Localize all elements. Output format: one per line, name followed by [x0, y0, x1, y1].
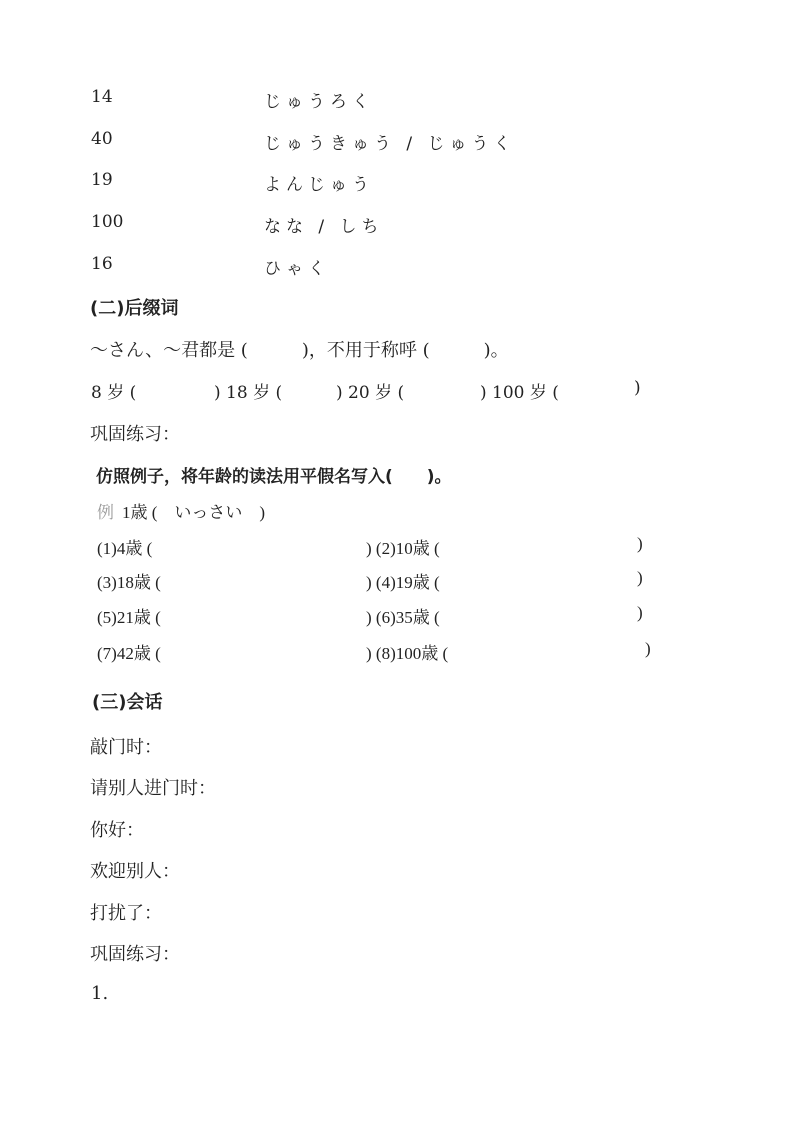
exercise-item: (7)42歳 ( — [97, 644, 161, 663]
exercise-item-close: ) — [645, 639, 651, 658]
exercise-item-close: ) — [637, 603, 643, 622]
example-text: 1歳 ( いっさい ) — [122, 503, 266, 522]
exercise-item-close: ) — [637, 534, 643, 553]
age-8: 8 岁 ( — [91, 383, 137, 403]
exercise-item: ) (4)19歳 ( — [366, 573, 440, 592]
exercise-item: ) (6)35歳 ( — [366, 608, 440, 627]
number-cell: 14 — [91, 87, 113, 107]
exercise-number: 1. — [91, 983, 109, 1004]
age-20: ) 20 岁 ( — [336, 383, 405, 403]
exercise-item: (5)21歳 ( — [97, 608, 161, 627]
conversation-line: 请别人进门时： — [90, 778, 216, 799]
conversation-line: 敲门时： — [90, 737, 162, 758]
example-label: 例 — [97, 503, 114, 522]
number-cell: 19 — [91, 170, 113, 190]
number-cell: 100 — [91, 212, 124, 232]
number-cell: 16 — [91, 254, 113, 274]
exercise-instruction: 仿照例子，将年龄的读法用平假名写入( )。 — [96, 467, 452, 487]
age-18: ) 18 岁 ( — [214, 383, 283, 403]
section-title-conversation: (三)会话 — [92, 692, 163, 713]
kana-cell: よんじゅう — [264, 175, 374, 195]
kana-cell: なな / しち — [264, 217, 384, 237]
exercise-item: ) (8)100歳 ( — [366, 644, 449, 663]
conversation-line: 打扰了： — [90, 903, 162, 924]
number-cell: 40 — [91, 129, 113, 149]
kana-cell: じゅうろく — [264, 92, 374, 112]
age-100: ) 100 岁 ( — [480, 383, 559, 403]
suffix-question-line: ～さん、～君都是 ( )，不用于称呼 ( )。 — [90, 340, 509, 361]
exercise-item: (1)4歳 ( — [97, 539, 153, 558]
exercise-item: ) (2)10歳 ( — [366, 539, 440, 558]
conversation-line: 欢迎别人： — [90, 861, 180, 882]
age-close: ) — [634, 378, 641, 398]
kana-cell: ひゃく — [264, 259, 330, 279]
exercise-item-close: ) — [637, 568, 643, 587]
practice-label: 巩固练习： — [90, 424, 180, 445]
section-title-suffix: (二)后缀词 — [90, 298, 179, 319]
exercise-item: (3)18歳 ( — [97, 573, 161, 592]
conversation-line: 你好： — [90, 820, 144, 841]
kana-cell: じゅうきゅう / じゅうく — [264, 134, 516, 154]
practice-label-2: 巩固练习： — [90, 944, 180, 965]
